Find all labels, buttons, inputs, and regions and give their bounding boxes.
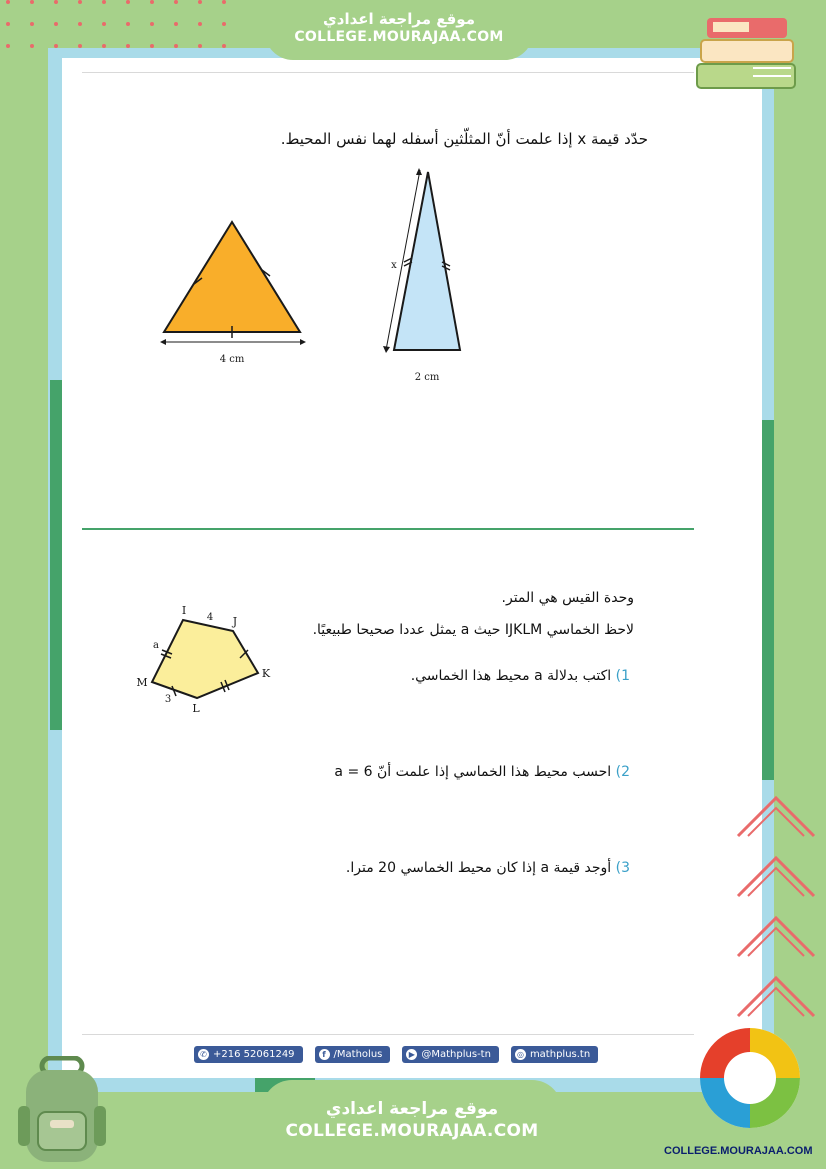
whatsapp-icon: ✆ bbox=[198, 1049, 209, 1060]
right-stripe bbox=[760, 420, 774, 780]
triangles-figure bbox=[150, 160, 480, 390]
question-number: 3) bbox=[615, 860, 630, 876]
footer-site-domain: COLLEGE.MOURAJAA.COM bbox=[285, 1121, 539, 1141]
chevron-decoration bbox=[734, 790, 820, 1040]
facebook-link[interactable]: f /Matholus bbox=[315, 1046, 391, 1063]
youtube-icon: ▶ bbox=[406, 1049, 417, 1060]
question-text: اكتب بدلالة a محيط هذا الخماسي. bbox=[410, 668, 612, 684]
website-link[interactable]: ◎ mathplus.tn bbox=[511, 1046, 598, 1063]
triangle2-side-label: x bbox=[391, 260, 397, 271]
side-label-MI: a bbox=[153, 640, 159, 651]
side-label-IJ: 4 bbox=[206, 612, 214, 623]
section-divider bbox=[82, 528, 694, 530]
site-domain: COLLEGE.MOURAJAA.COM bbox=[294, 29, 504, 45]
isosceles-triangle bbox=[394, 172, 460, 350]
bottom-rule bbox=[82, 1034, 694, 1035]
unit-line: وحدة القيس هي المتر. bbox=[501, 590, 634, 606]
exercise1-instruction: حدّد قيمة x إذا علمت أنّ المثلّثين أسفله لهما نفس المحيط. bbox=[280, 130, 648, 148]
globe-icon: ◎ bbox=[515, 1049, 526, 1060]
whatsapp-link[interactable]: ✆ +216 52061249 bbox=[194, 1046, 303, 1063]
pentagon-figure bbox=[132, 600, 282, 720]
footer-site-name: موقع مراجعة اعدادي bbox=[325, 1099, 499, 1119]
vertex-label: K bbox=[261, 667, 271, 680]
question-text: أوجد قيمة a إذا كان محيط الخماسي 20 مترا. bbox=[345, 860, 612, 876]
vertex-label: J bbox=[232, 615, 238, 628]
pentagon-IJKLM bbox=[152, 620, 258, 698]
backpack-icon bbox=[12, 1056, 116, 1166]
logo-text: COLLEGE.MOURAJAA.COM bbox=[664, 1145, 813, 1157]
books-icon bbox=[693, 12, 803, 98]
facebook-icon: f bbox=[319, 1049, 330, 1060]
triangle1-base-label: 4 cm bbox=[219, 354, 245, 365]
exercise2-intro: لاحظ الخماسي IJKLM حيث a يمثل عددا صحيحا طبيعيًا. bbox=[312, 622, 634, 638]
question-number: 2) bbox=[615, 764, 630, 780]
vertex-label: M bbox=[136, 676, 148, 689]
site-name: موقع مراجعة اعدادي bbox=[323, 10, 475, 28]
question-text: احسب محيط هذا الخماسي إذا علمت أنّ 6 = a bbox=[334, 764, 612, 780]
question-2 bbox=[334, 764, 630, 780]
question-number: 1) bbox=[615, 668, 630, 684]
side-label-ML: 3 bbox=[164, 694, 172, 705]
site-footer bbox=[262, 1080, 562, 1169]
triangle2-base-label: 2 cm bbox=[414, 372, 440, 383]
equilateral-triangle bbox=[164, 222, 300, 332]
site-header bbox=[265, 0, 533, 60]
social-bar bbox=[194, 1046, 598, 1063]
question-3 bbox=[346, 860, 630, 876]
vertex-label: L bbox=[192, 702, 200, 715]
question-1 bbox=[411, 668, 630, 684]
site-logo bbox=[696, 1020, 804, 1140]
youtube-link[interactable]: ▶ @Mathplus-tn bbox=[402, 1046, 499, 1063]
vertex-label: I bbox=[181, 604, 187, 617]
top-rule bbox=[82, 72, 694, 73]
